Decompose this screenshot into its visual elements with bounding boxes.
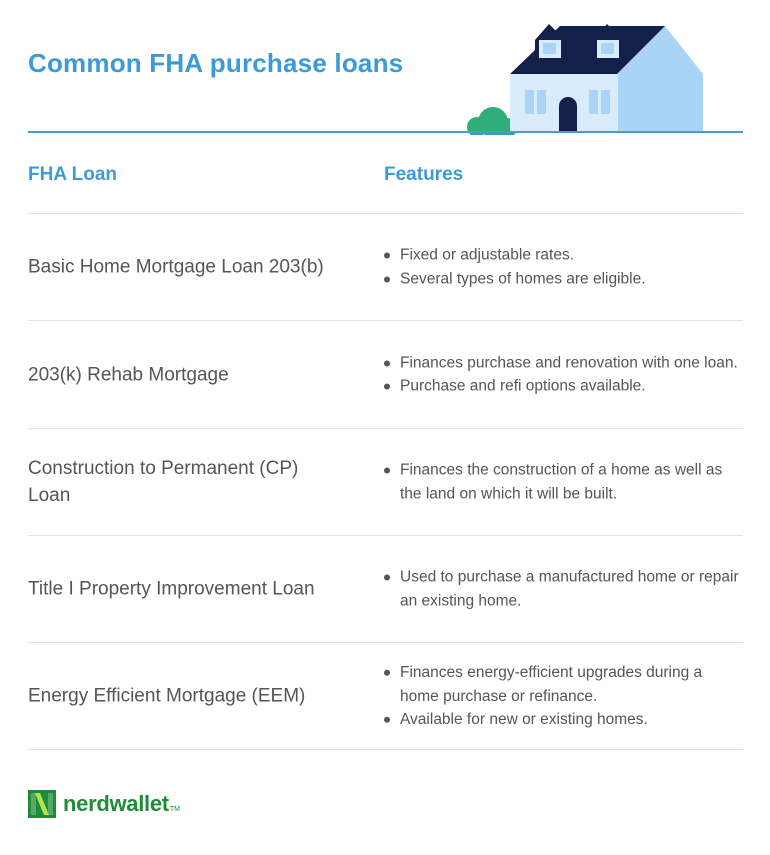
feature-item: Available for new or existing homes. [384, 708, 744, 732]
loan-name: Energy Efficient Mortgage (EEM) [28, 685, 306, 707]
page-title: Common FHA purchase loans [28, 48, 404, 78]
feature-item: Used to purchase a manufactured home or repair an existing home. [384, 566, 744, 613]
features-list [384, 661, 744, 732]
table-row [28, 429, 743, 536]
feature-item: Finances the construction of a home as well as the land on which it will be built. [384, 459, 744, 506]
loan-table [28, 213, 743, 750]
bullet-icon [384, 575, 390, 581]
header-divider [28, 131, 743, 133]
column-header-fha-loan: FHA Loan [28, 164, 118, 185]
loan-name: Construction to Permanent (CP) Loan [28, 458, 299, 506]
feature-item: Finances energy-efficient upgrades during a home purchase or refinance. [384, 661, 744, 708]
brand-name: nerdwallet [63, 791, 169, 816]
feature-item: Fixed or adjustable rates. [384, 244, 744, 268]
loan-name: 203(k) Rehab Mortgage [28, 364, 229, 385]
nerdwallet-logo [28, 790, 180, 818]
bullet-icon [384, 276, 390, 282]
table-row [28, 214, 743, 321]
features-list [384, 351, 744, 398]
loan-name: Basic Home Mortgage Loan 203(b) [28, 256, 324, 278]
feature-item: Several types of homes are eligible. [384, 267, 744, 291]
table-row [28, 643, 743, 750]
bullet-icon [384, 253, 390, 259]
table-row [28, 536, 743, 643]
nerdwallet-logo-icon [28, 790, 56, 818]
header [0, 0, 770, 135]
bullet-icon [384, 384, 390, 390]
feature-item: Finances purchase and renovation with one loan. [384, 351, 744, 375]
loan-name: Title I Property Improvement Loan [28, 578, 315, 600]
bullet-icon [384, 717, 390, 723]
trademark: TM [169, 806, 180, 813]
features-list [384, 566, 744, 613]
features-list [384, 244, 744, 291]
house-icon [455, 18, 715, 135]
table-row [28, 321, 743, 429]
bullet-icon [384, 468, 390, 474]
bullet-icon [384, 670, 390, 676]
feature-item: Purchase and refi options available. [384, 375, 744, 399]
features-list [384, 459, 744, 506]
bullet-icon [384, 360, 390, 366]
column-header-features: Features [384, 164, 464, 185]
